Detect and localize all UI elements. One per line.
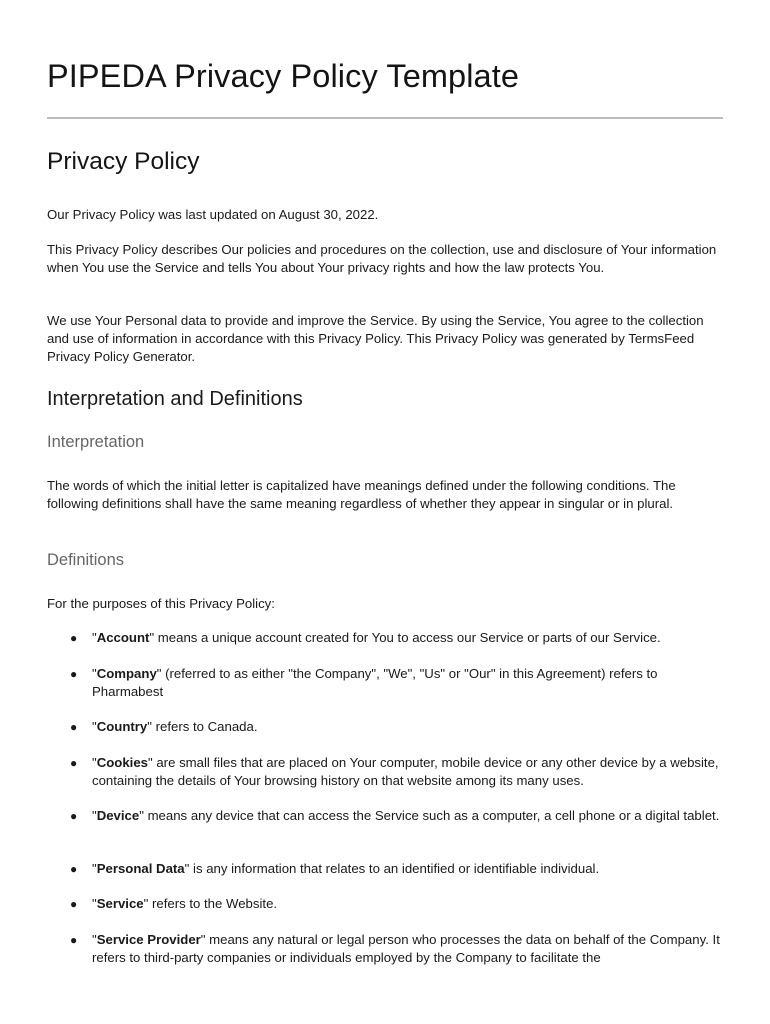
bullet-icon: ● <box>70 809 78 823</box>
definition-term: Service Provider <box>96 932 201 947</box>
title-divider <box>47 117 723 119</box>
interpretation-paragraph: The words of which the initial letter is capitalized have meanings defined under the following conditions. The following definitions shall have the same meaning regardless of whether they appear in singular or in plural. <box>47 478 676 511</box>
definition-item-device: ● "Device" means any device that can access the Service such as a computer, a cell phone or a digital tablet. <box>70 808 720 823</box>
definition-text: means a unique account created for You to access our Service or parts of our Service. <box>154 630 661 645</box>
definition-text: is any information that relates to an identified or identifiable individual. <box>189 861 600 876</box>
bullet-icon: ● <box>70 897 78 911</box>
bullet-icon: ● <box>70 720 78 734</box>
last-updated-text: Our Privacy Policy was last updated on August 30, 2022. <box>47 207 379 222</box>
bullet-icon: ● <box>70 631 78 645</box>
interpretation-heading: Interpretation <box>47 433 145 451</box>
definition-item-service: ● "Service" refers to the Website. <box>70 896 278 911</box>
definitions-heading: Definitions <box>47 551 125 569</box>
definition-item-country: ● "Country" refers to Canada. <box>70 719 258 734</box>
definitions-intro: For the purposes of this Privacy Policy: <box>47 596 275 611</box>
definition-term: Device <box>96 808 140 823</box>
bullet-icon: ● <box>70 862 78 876</box>
definition-text: are small files that are placed on Your computer, mobile device or any other device by a website, containing the details of Your browsing history on that website among its many uses. <box>92 755 719 788</box>
definition-term: Service <box>96 896 144 911</box>
definition-term: Company <box>96 666 157 681</box>
bullet-icon: ● <box>70 667 78 681</box>
definition-text: means any natural or legal person who processes the data on behalf of the Company. It refers to third-party companies or individuals employed by the Company to facilitate the <box>92 932 720 965</box>
definition-item-service-provider: ● "Service Provider" means any natural or legal person who processes the data on behalf of the Company. It refers to third-party companies or individuals employed by the Company to facilitate the <box>70 932 720 965</box>
privacy-policy-heading: Privacy Policy <box>47 148 200 175</box>
definition-term: Cookies <box>96 755 148 770</box>
definition-term: Account <box>96 630 150 645</box>
interpretation-definitions-heading: Interpretation and Definitions <box>47 388 303 410</box>
definition-item-personal-data: ● "Personal Data" is any information that relates to an identified or identifiable individual. <box>70 861 600 876</box>
definition-text: refers to Canada. <box>151 719 258 734</box>
definition-item-cookies: ● "Cookies" are small files that are placed on Your computer, mobile device or any other device by a website, containing the details of Your browsing history on that website among its many uses. <box>70 755 719 788</box>
definition-text: refers to the Website. <box>148 896 278 911</box>
definition-text: means any device that can access the Service such as a computer, a cell phone or a digital tablet. <box>143 808 720 823</box>
definition-text: (referred to as either "the Company", "We", "Us" or "Our" in this Agreement) refers to Pharmabest <box>92 666 658 699</box>
bullet-icon: ● <box>70 756 78 770</box>
usage-paragraph: We use Your Personal data to provide and improve the Service. By using the Service, You agree to the collection and use of information in accordance with this Privacy Policy. This Privacy Policy was generated by TermsFeed Privacy Policy Generator. <box>47 313 704 364</box>
definition-item-account: ● "Account" means a unique account created for You to access our Service or parts of our Service. <box>70 630 661 645</box>
definition-item-company: ● "Company" (referred to as either "the Company", "We", "Us" or "Our" in this Agreement) refers to Pharmabest <box>70 666 658 699</box>
document-title: PIPEDA Privacy Policy Template <box>47 58 520 94</box>
intro-paragraph: This Privacy Policy describes Our policies and procedures on the collection, use and disclosure of Your information when You use the Service and tells You about Your privacy rights and how the law protects You. <box>47 242 717 275</box>
definition-term: Personal Data <box>96 861 185 876</box>
definition-term: Country <box>96 719 148 734</box>
bullet-icon: ● <box>70 933 78 947</box>
